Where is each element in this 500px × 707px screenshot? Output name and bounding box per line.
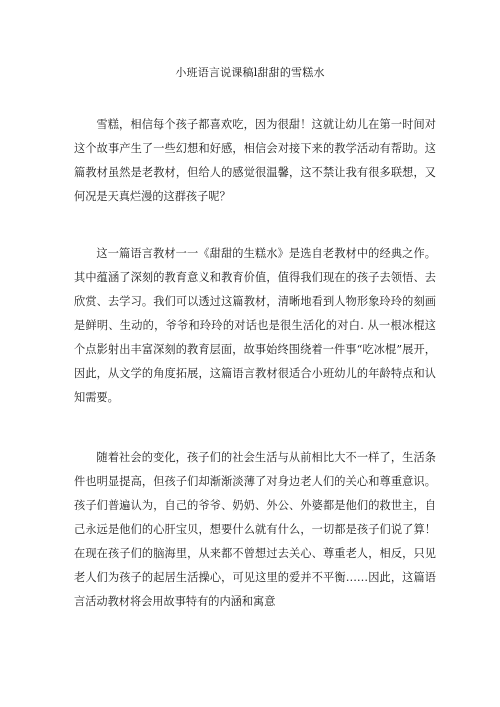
paragraph-material: 这一篇语言教材一一《甜甜的生糕水》是选自老教材中的经典之作。其中蕴涵了深刻的教育意义和教育价值，值得我们现在的孩子去领悟、去欣赏、去学习。我们可以透过这篇教材，清晰地看到人物形象玲玲的刻画是鲜明、生动的，爷爷和玲玲的对话也是很生活化的对白. 从一根冰棍这个点影射出丰富深刻的教育层面，故事始终围绕着一件事“吃冰棍”展开，因此，从文学的角度拓展，这篇语言教材很适合小班幼儿的年龄特点和认知需要。 bbox=[74, 247, 436, 404]
document-title: 小班语言说课稿l甜甜的雪糕水 bbox=[175, 66, 325, 79]
paragraph-society: 随着社会的变化，孩子们的社会生活与从前相比大不一样了，生活条件也明显提高，但孩子们却渐渐淡薄了对身边老人们的关心和尊重意识。孩子们普遍认为，自己的爷爷、奶奶、外公、外婆都是他们的救世主，自己永远是他们的心肝宝贝，想要什么就有什么，一切都是孩子们说了算！在现在孩子们的脑海里，从来都不曾想过去关心、尊重老人，相反，只见老人们为孩子的起居生活操心，可见这里的爱并不平衡……因此，这篇语言活动教材将会用故事特有的内涵和寓意 bbox=[74, 451, 436, 608]
paragraph-intro: 雪糕，相信每个孩子都喜欢吃，因为很甜！这就让幼儿在第一时间对这个故事产生了一些幻想和好感，相信会对接下来的教学活动有帮助。这篇教材虽然是老教材，但给人的感觉很温馨，这不禁让我有很多联想，又何况是天真烂漫的这群孩子呢？ bbox=[74, 118, 436, 203]
